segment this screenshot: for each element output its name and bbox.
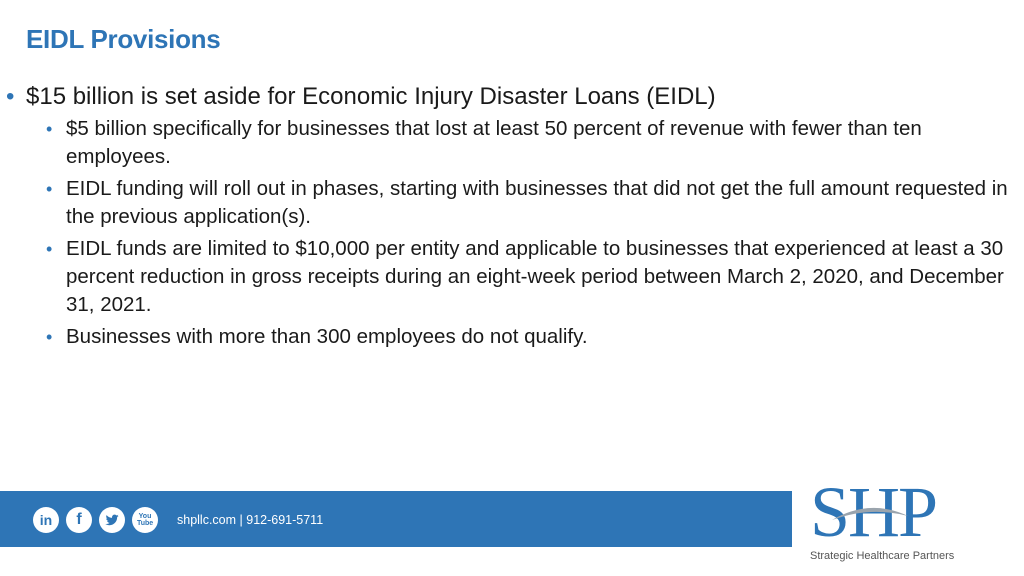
sub-bullet-text: EIDL funding will roll out in phases, starting with businesses that did not get the full amount requested in the previous application(s).	[66, 177, 1008, 228]
bullet-dot-icon: •	[46, 179, 53, 199]
twitter-bird-icon	[104, 512, 120, 528]
sub-bullet-list	[46, 115, 1020, 351]
twitter-icon[interactable]	[99, 507, 125, 533]
bullet-dot-icon: •	[46, 327, 53, 347]
sub-bullet	[46, 175, 1020, 231]
sub-bullet	[46, 115, 1020, 171]
sub-bullet	[46, 235, 1020, 319]
linkedin-icon-label: in	[39, 512, 53, 528]
social-links	[33, 507, 158, 533]
youtube-icon-label: You Tube	[137, 513, 154, 527]
bullet-dot-icon: •	[46, 119, 53, 139]
footer-contact: shpllc.com | 912-691-5711	[177, 513, 324, 527]
logo-tagline: Strategic Healthcare Partners	[810, 550, 955, 562]
logo-swoosh-icon	[830, 500, 910, 530]
sub-bullet	[46, 323, 1020, 351]
facebook-icon-label: f	[76, 511, 82, 528]
youtube-icon[interactable]	[132, 507, 158, 533]
slide-title: EIDL Provisions	[26, 24, 221, 54]
sub-bullet-text: $5 billion specifically for businesses that lost at least 50 percent of revenue with fewer than ten employees.	[66, 117, 922, 168]
linkedin-icon[interactable]	[33, 507, 59, 533]
bullet-content	[6, 80, 1020, 355]
shp-logo	[792, 474, 1024, 576]
main-bullet	[6, 80, 1020, 113]
sub-bullet-text: EIDL funds are limited to $10,000 per entity and applicable to businesses that experienced at least a 30 percent reduction in gross receipts during an eight-week period between March 2, 2020, and December 31, 2021.	[66, 237, 1004, 316]
sub-bullet-text: Businesses with more than 300 employees do not qualify.	[66, 325, 588, 348]
main-bullet-text: $15 billion is set aside for Economic Injury Disaster Loans (EIDL)	[26, 83, 716, 110]
bullet-dot-icon: •	[46, 239, 53, 259]
bullet-dot-icon: •	[6, 83, 15, 110]
facebook-icon[interactable]	[66, 507, 92, 533]
logo-letters: SHP	[810, 472, 937, 552]
